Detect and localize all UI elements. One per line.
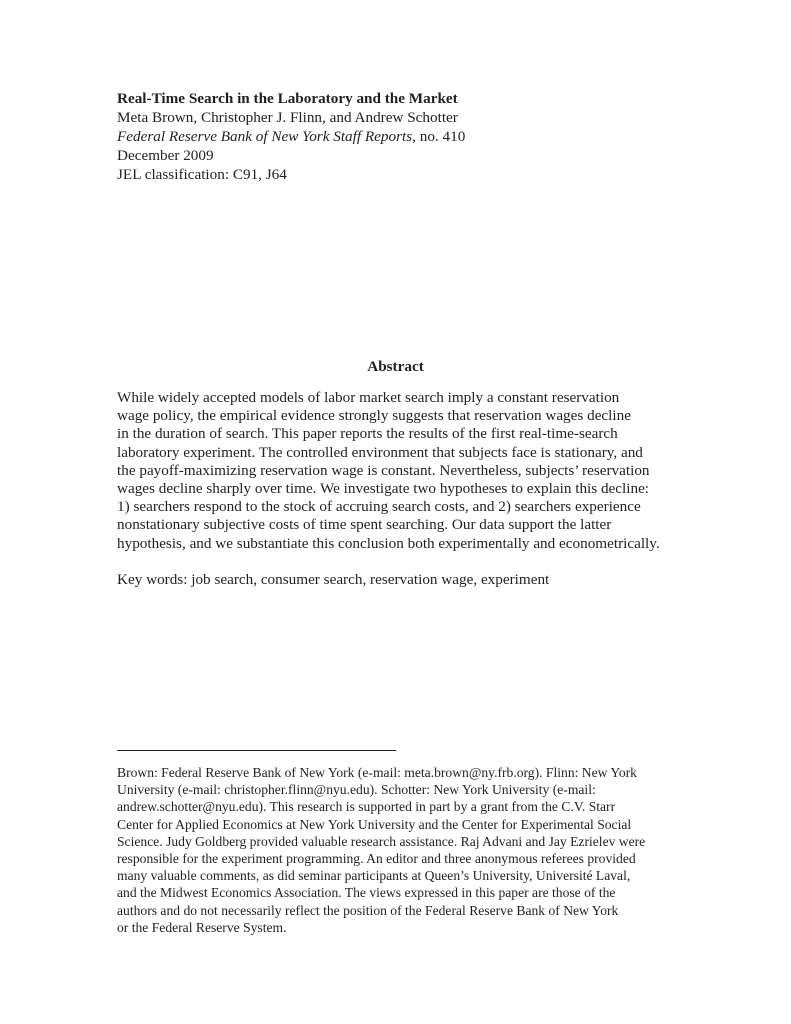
- abstract-heading: Abstract: [367, 358, 424, 375]
- abstract-line: the payoff-maximizing reservation wage is constant. Nevertheless, subjects’ reservation: [117, 461, 650, 479]
- footnote-line: andrew.schotter@nyu.edu). This research is supported in part by a grant from the C.V. Starr: [117, 799, 616, 815]
- abstract-line: laboratory experiment. The controlled environment that subjects face is stationary, and: [117, 443, 643, 461]
- footnote-divider: [117, 750, 396, 751]
- abstract-line: hypothesis, and we substantiate this conclusion both experimentally and econometrically.: [117, 534, 660, 552]
- abstract-line: wages decline sharply over time. We investigate two hypotheses to explain this decline:: [117, 480, 650, 498]
- abstract-line: in the duration of search. This paper reports the results of the first real-time-search: [117, 425, 618, 443]
- jel-classification: JEL classification: C91, J64: [117, 166, 287, 183]
- authors-line: Meta Brown, Christopher J. Flinn, and Andrew Schotter: [117, 109, 458, 126]
- footnote: [117, 764, 687, 936]
- footnote-line: many valuable comments, as did seminar participants at Queen’s University, Université Laval,: [117, 868, 631, 884]
- publication-date: December 2009: [117, 147, 214, 164]
- abstract-line: nonstationary subjective costs of time spent searching. Our data support the latter: [117, 516, 612, 534]
- series-number: , no. 410: [412, 128, 466, 145]
- footnote-line: and the Midwest Economics Association. The views expressed in this paper are those of the: [117, 885, 616, 901]
- footnote-line: Center for Applied Economics at New York University and the Center for Experimental Social: [117, 816, 632, 832]
- abstract-line: While widely accepted models of labor market search imply a constant reservation: [117, 389, 620, 406]
- abstract-body: [117, 389, 687, 553]
- abstract-line: 1) searchers respond to the stock of accruing search costs, and 2) searchers experience: [117, 498, 641, 516]
- footnote-line: University (e-mail: christopher.flinn@nyu.edu). Schotter: New York University (e-mail:: [117, 782, 596, 798]
- series-name: Federal Reserve Bank of New York Staff Reports: [117, 128, 413, 145]
- keywords: Key words: job search, consumer search, reservation wage, experiment: [117, 571, 550, 588]
- footnote-line: or the Federal Reserve System.: [117, 919, 287, 935]
- footnote-line: authors and do not necessarily reflect the position of the Federal Reserve Bank of New York: [117, 902, 619, 918]
- paper-title: Real-Time Search in the Laboratory and the Market: [117, 90, 458, 107]
- footnote-line: responsible for the experiment programming. An editor and three anonymous referees provided: [117, 851, 636, 867]
- footnote-line: Brown: Federal Reserve Bank of New York (e-mail: meta.brown@ny.frb.org). Flinn: New York: [117, 765, 637, 780]
- abstract-line: wage policy, the empirical evidence strongly suggests that reservation wages decline: [117, 407, 631, 425]
- series-line: [117, 127, 677, 146]
- paper-header: [117, 89, 677, 184]
- footnote-line: Science. Judy Goldberg provided valuable research assistance. Raj Advani and Jay Ezrielev were: [117, 833, 646, 849]
